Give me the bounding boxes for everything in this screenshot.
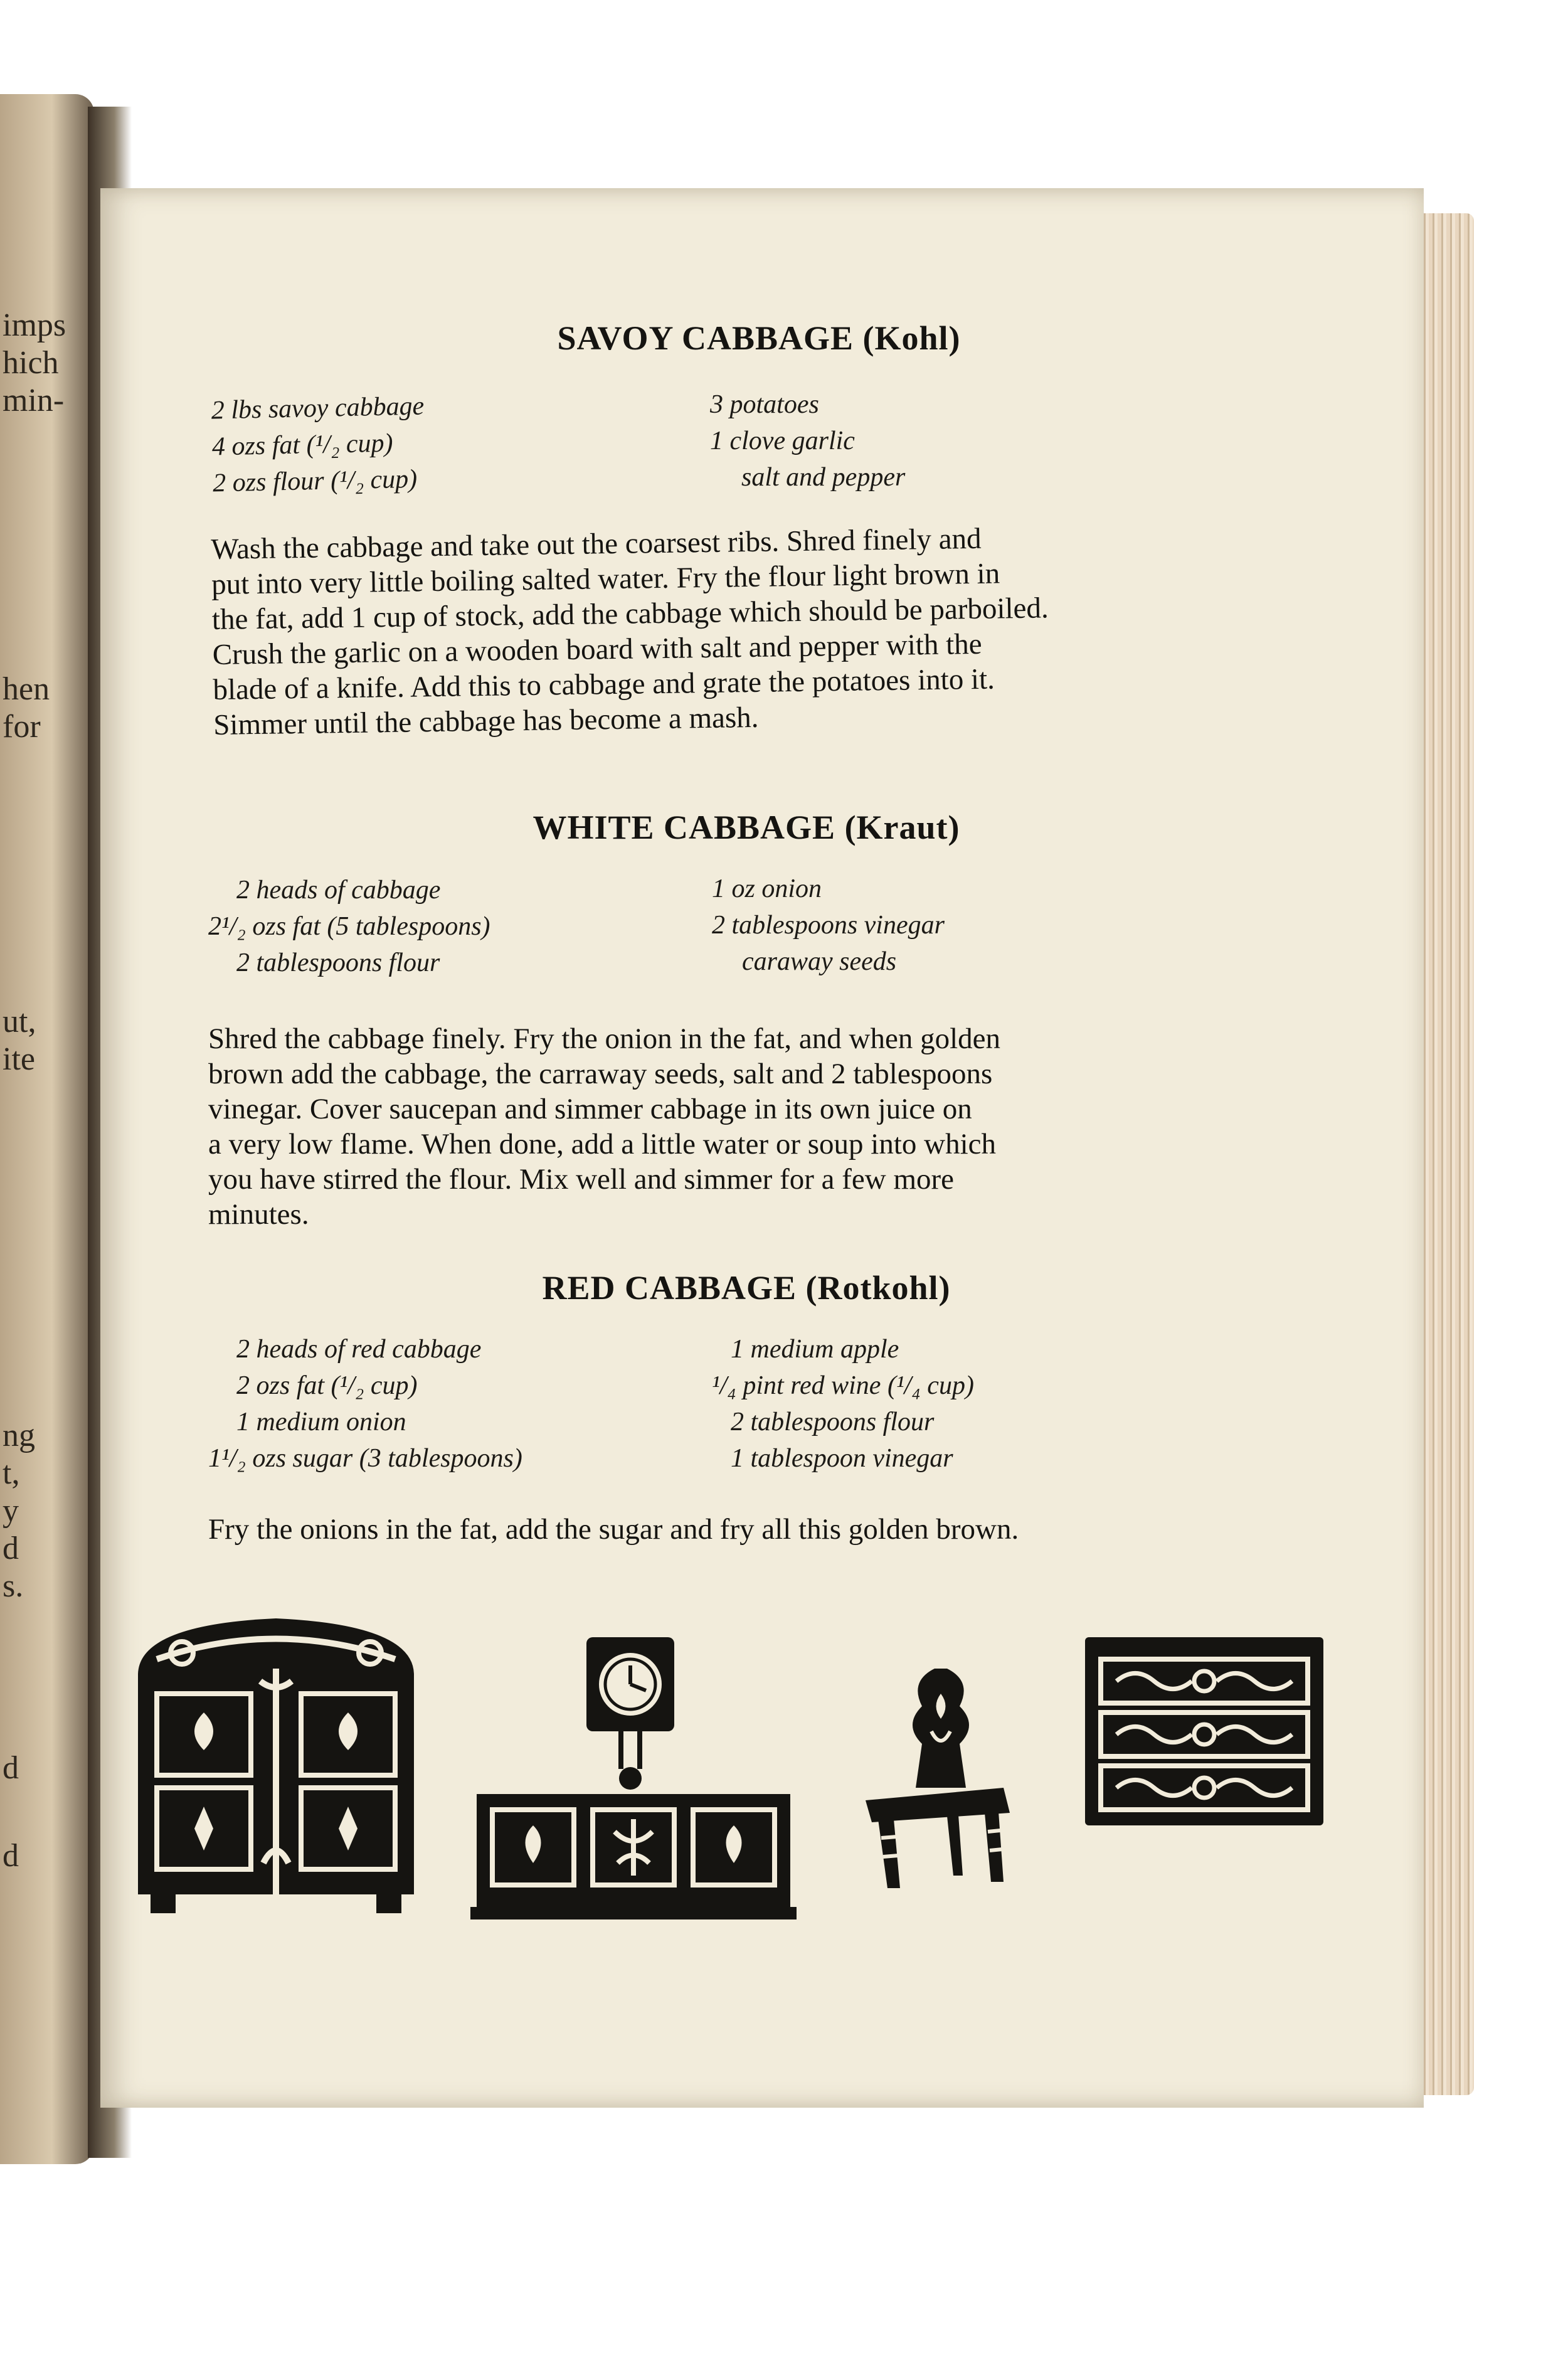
method-line: the fat, add 1 cup of stock, add the cabbage which should be parboiled. bbox=[211, 592, 1049, 636]
method-line: blade of a knife. Add this to cabbage and grate the potatoes into it. bbox=[213, 662, 995, 706]
method-white bbox=[208, 1021, 1331, 1232]
facing-text-fragment: d bbox=[3, 1531, 19, 1566]
ingredient: 2 tablespoons flour bbox=[731, 1408, 935, 1436]
facing-text-fragment: y bbox=[3, 1493, 19, 1529]
method-line: brown add the cabbage, the carraway seeds, salt and 2 tablespoons bbox=[208, 1058, 993, 1090]
facing-text-fragment: imps bbox=[3, 307, 66, 343]
facing-text-fragment: min- bbox=[3, 383, 65, 418]
facing-text-fragment: ng bbox=[3, 1418, 35, 1453]
facing-page-edge bbox=[0, 94, 94, 2164]
ingredient: 1¹/₂ ozs sugar (3 tablespoons) bbox=[208, 1444, 522, 1473]
method-line: minutes. bbox=[208, 1198, 309, 1231]
ingredients-left-red bbox=[208, 1331, 522, 1477]
facing-text-fragment: d bbox=[3, 1838, 19, 1874]
ingredient: 1 clove garlic bbox=[710, 427, 855, 455]
ingredient: 2 tablespoons vinegar bbox=[712, 911, 945, 940]
facing-text-fragment: hen bbox=[3, 671, 50, 707]
recipe-title-savoy: SAVOY CABBAGE (Kohl) bbox=[557, 319, 961, 357]
ingredient: 1 tablespoon vinegar bbox=[731, 1444, 953, 1473]
method-line: Wash the cabbage and take out the coarsest ribs. Shred finely and bbox=[211, 522, 982, 566]
ingredient: ¹/₄ pint red wine (¹/₄ cup) bbox=[712, 1371, 974, 1400]
facing-text-fragment: d bbox=[3, 1750, 19, 1786]
ingredient: 3 potatoes bbox=[710, 390, 819, 419]
ingredient: 2 heads of red cabbage bbox=[236, 1335, 482, 1364]
ingredient: 2 lbs savoy cabbage bbox=[211, 391, 425, 425]
ingredients-left-savoy bbox=[211, 388, 426, 501]
method-line: you have stirred the flour. Mix well and simmer for a few more bbox=[208, 1163, 955, 1196]
recipe-title-red: RED CABBAGE (Rotkohl) bbox=[542, 1269, 951, 1307]
ingredient: 1 oz onion bbox=[712, 874, 822, 903]
recipe-title-white: WHITE CABBAGE (Kraut) bbox=[532, 809, 960, 846]
ingredient: 2 heads of cabbage bbox=[236, 876, 441, 905]
method-line: put into very little boiling salted water. Fry the flour light brown in bbox=[211, 557, 1000, 601]
facing-text-fragment: ut, bbox=[3, 1004, 36, 1039]
sideboard-with-clock-illustration bbox=[470, 1625, 797, 1926]
ingredients-right-red bbox=[712, 1331, 974, 1477]
ingredient: 2¹/₂ ozs fat (5 tablespoons) bbox=[208, 912, 490, 941]
ingredient: 2 ozs flour (¹/₂ cup) bbox=[212, 464, 418, 498]
chair-illustration bbox=[853, 1669, 1029, 1907]
facing-text-fragment: ite bbox=[3, 1041, 35, 1077]
method-line: Fry the onions in the fat, add the sugar and fry all this golden brown. bbox=[208, 1513, 1019, 1546]
method-red bbox=[208, 1512, 1337, 1547]
facing-text-fragment: t, bbox=[3, 1455, 20, 1491]
chest-of-drawers-illustration bbox=[1079, 1631, 1330, 1832]
method-savoy bbox=[211, 516, 1330, 743]
facing-text-fragment: hich bbox=[3, 345, 59, 381]
ingredient: 2 tablespoons flour bbox=[236, 948, 440, 977]
wardrobe-illustration bbox=[113, 1600, 439, 1926]
ingredient: 2 ozs fat (¹/₂ cup) bbox=[236, 1371, 418, 1400]
method-line: Shred the cabbage finely. Fry the onion in the fat, and when golden bbox=[208, 1022, 1000, 1055]
method-line: vinegar. Cover saucepan and simmer cabbage in its own juice on bbox=[208, 1093, 972, 1125]
book-page bbox=[100, 188, 1424, 2108]
ingredient: 1 medium onion bbox=[236, 1408, 406, 1436]
method-line: Crush the garlic on a wooden board with salt and pepper with the bbox=[212, 627, 982, 671]
method-line: Simmer until the cabbage has become a mash. bbox=[213, 701, 759, 741]
facing-text-fragment: for bbox=[3, 709, 41, 745]
ingredients-left-white bbox=[208, 872, 490, 981]
facing-text-fragment: s. bbox=[3, 1568, 24, 1604]
ingredients-right-savoy bbox=[710, 386, 905, 496]
method-line: a very low flame. When done, add a little water or soup into which bbox=[208, 1128, 997, 1160]
ingredient: 4 ozs fat (¹/₂ cup) bbox=[211, 428, 393, 462]
ingredient: 1 medium apple bbox=[731, 1335, 899, 1364]
ingredient: caraway seeds bbox=[742, 947, 897, 976]
ingredient: salt and pepper bbox=[741, 463, 906, 492]
ingredients-right-white bbox=[712, 871, 945, 980]
